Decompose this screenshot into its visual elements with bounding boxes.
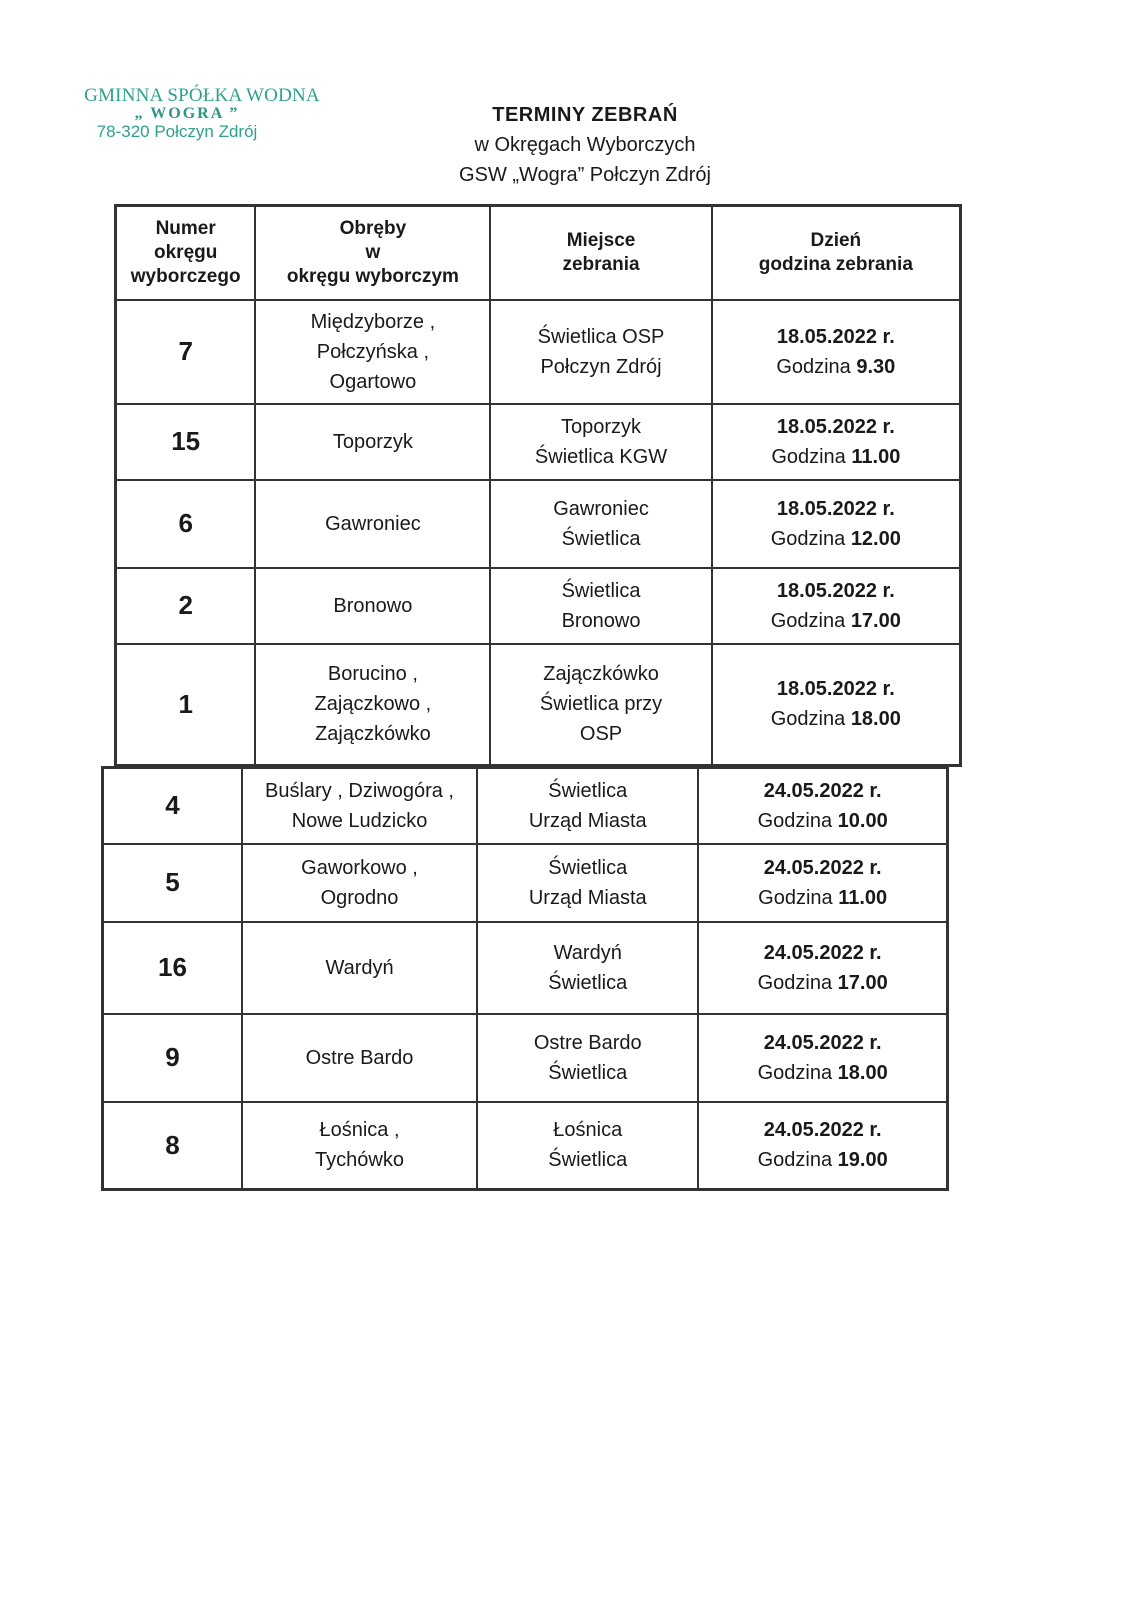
meeting-date-time: 18.05.2022 r. Godzina 9.30 (712, 300, 961, 404)
table-header-row (116, 206, 961, 300)
meeting-place: Ostre Bardo Świetlica (477, 1014, 698, 1102)
document-heading (420, 100, 750, 190)
table-row (116, 480, 961, 568)
meeting-date-time: 18.05.2022 r. Godzina 12.00 (712, 480, 961, 568)
meeting-date-time: 24.05.2022 r. Godzina 19.00 (698, 1102, 947, 1190)
district-number: 2 (116, 568, 256, 644)
district-areas: Buślary , Dziwogóra , Nowe Ludzicko (242, 768, 477, 844)
meeting-date-time: 24.05.2022 r. Godzina 17.00 (698, 922, 947, 1014)
document-subtitle-1: w Okręgach Wyborczych (474, 134, 696, 156)
district-number: 1 (116, 644, 256, 766)
meeting-place: Gawroniec Świetlica (490, 480, 711, 568)
meeting-date-time: 24.05.2022 r. Godzina 18.00 (698, 1014, 947, 1102)
schedule-table-part-2 (101, 766, 949, 1191)
column-header-place: Miejsce zebrania (490, 206, 711, 300)
district-number: 7 (116, 300, 256, 404)
meeting-date-time: 18.05.2022 r. Godzina 11.00 (712, 404, 961, 480)
table-row (103, 768, 948, 844)
table-row (103, 844, 948, 922)
district-number: 5 (103, 844, 242, 922)
document-subtitle-2: GSW „Wogra” Połczyn Zdrój (459, 164, 711, 186)
column-header-areas: Obręby w okręgu wyborczym (255, 206, 490, 300)
meeting-place: Świetlica OSP Połczyn Zdrój (490, 300, 711, 404)
table-row (116, 300, 961, 404)
table-row (103, 922, 948, 1014)
organization-stamp (72, 86, 332, 141)
schedule-table-part-1 (114, 204, 962, 767)
table-row (103, 1102, 948, 1190)
district-areas: Ostre Bardo (242, 1014, 477, 1102)
document-title: TERMINY ZEBRAŃ (492, 104, 678, 126)
stamp-line-3: 78-320 Połczyn Zdrój (96, 121, 258, 141)
district-areas: Toporzyk (255, 404, 490, 480)
column-header-district-number: Numer okręgu wyborczego (116, 206, 256, 300)
meeting-date-time: 18.05.2022 r. Godzina 17.00 (712, 568, 961, 644)
district-areas: Międzyborze , Połczyńska , Ogartowo (255, 300, 490, 404)
meeting-place: Świetlica Bronowo (490, 568, 711, 644)
district-number: 6 (116, 480, 256, 568)
district-areas: Bronowo (255, 568, 490, 644)
district-areas: Łośnica , Tychówko (242, 1102, 477, 1190)
table-row (116, 568, 961, 644)
district-areas: Gawroniec (255, 480, 490, 568)
meeting-date-time: 24.05.2022 r. Godzina 10.00 (698, 768, 947, 844)
meeting-date-time: 18.05.2022 r. Godzina 18.00 (712, 644, 961, 766)
stamp-line-2: „ WOGRA ” (134, 104, 240, 122)
district-areas: Gaworkowo , Ogrodno (242, 844, 477, 922)
district-number: 4 (103, 768, 242, 844)
meeting-place: Łośnica Świetlica (477, 1102, 698, 1190)
district-number: 8 (103, 1102, 242, 1190)
table-row (103, 1014, 948, 1102)
district-areas: Borucino , Zajączkowo , Zajączkówko (255, 644, 490, 766)
district-number: 16 (103, 922, 242, 1014)
district-number: 15 (116, 404, 256, 480)
meeting-place: Toporzyk Świetlica KGW (490, 404, 711, 480)
stamp-line-1: GMINNA SPÓŁKA WODNA (84, 85, 320, 106)
table-row (116, 404, 961, 480)
district-areas: Wardyń (242, 922, 477, 1014)
meeting-place: Zajączkówko Świetlica przy OSP (490, 644, 711, 766)
meeting-place: Świetlica Urząd Miasta (477, 768, 698, 844)
column-header-date-time: Dzień godzina zebrania (712, 206, 961, 300)
district-number: 9 (103, 1014, 242, 1102)
meeting-place: Wardyń Świetlica (477, 922, 698, 1014)
meeting-date-time: 24.05.2022 r. Godzina 11.00 (698, 844, 947, 922)
table-row (116, 644, 961, 766)
meeting-place: Świetlica Urząd Miasta (477, 844, 698, 922)
